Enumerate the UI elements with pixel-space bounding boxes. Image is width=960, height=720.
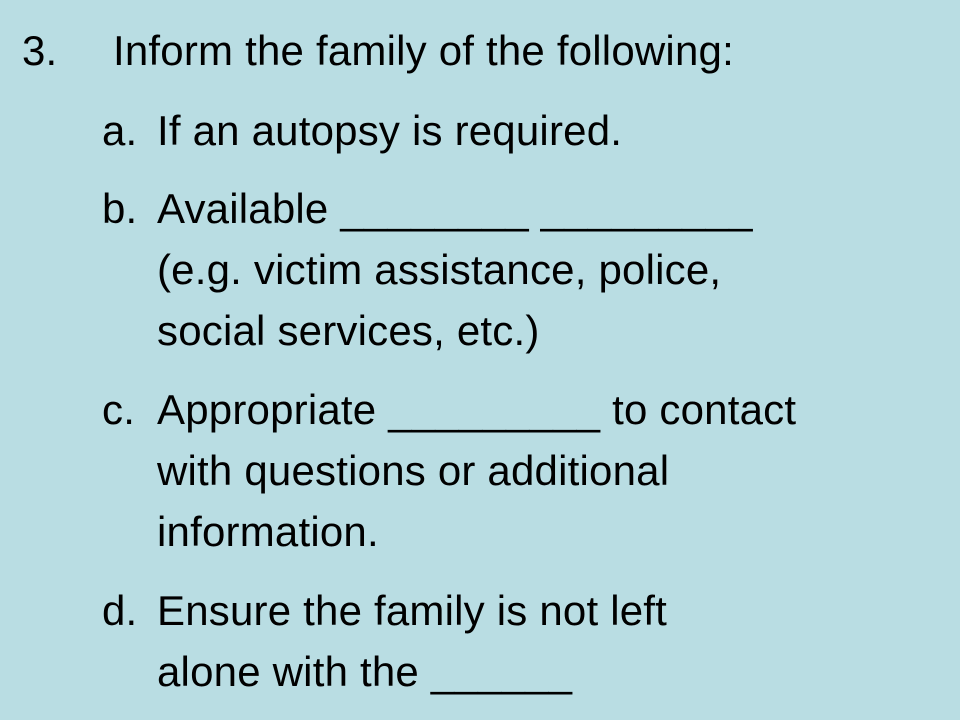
main-item-text: Inform the family of the following: (113, 27, 734, 74)
item-c-line-1: Appropriate _________ to contact (157, 386, 797, 433)
item-c-line-2: with questions or additional (157, 447, 670, 494)
item-c-marker: c. (102, 386, 136, 433)
item-a-marker: a. (102, 107, 138, 154)
item-c-line-3: information. (157, 508, 379, 555)
item-a-line-1: If an autopsy is required. (157, 107, 623, 154)
item-b-line-1: Available ________ _________ (157, 185, 753, 232)
item-b-line-2: (e.g. victim assistance, police, (157, 246, 722, 293)
main-item-number: 3. (22, 27, 58, 74)
item-d-line-1: Ensure the family is not left (157, 587, 668, 634)
item-d-line-2: alone with the ______ (157, 648, 573, 695)
item-b-line-3: social services, etc.) (157, 307, 540, 354)
item-b-marker: b. (102, 185, 138, 232)
item-d-marker: d. (102, 587, 138, 634)
